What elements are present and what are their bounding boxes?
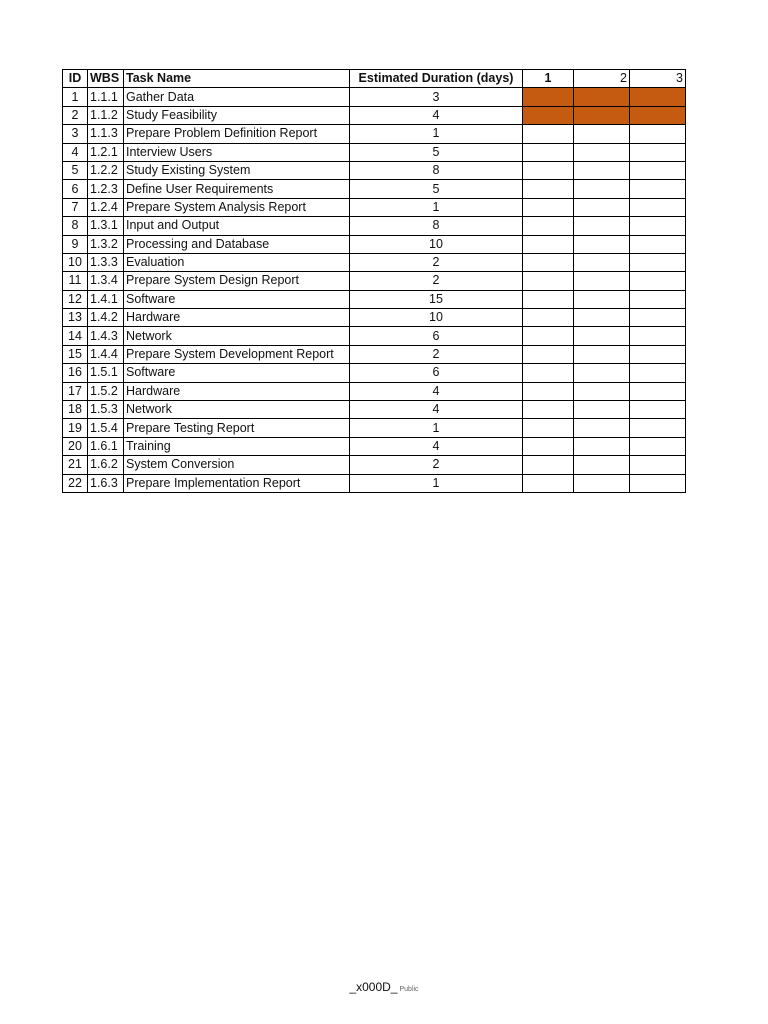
row-task-name: Processing and Database bbox=[124, 235, 350, 253]
row-task-name: Prepare System Analysis Report bbox=[124, 198, 350, 216]
gantt-table bbox=[62, 69, 686, 493]
gantt-cell-day-2 bbox=[574, 180, 630, 198]
row-task-name: Define User Requirements bbox=[124, 180, 350, 198]
gantt-cell-day-2 bbox=[574, 106, 630, 124]
row-task-name: Prepare Implementation Report bbox=[124, 474, 350, 492]
header-day-2: 2 bbox=[574, 70, 630, 88]
gantt-cell-day-1 bbox=[523, 456, 574, 474]
row-task-name: Network bbox=[124, 327, 350, 345]
table-row bbox=[63, 272, 686, 290]
gantt-cell-day-2 bbox=[574, 474, 630, 492]
gantt-cell-day-1 bbox=[523, 419, 574, 437]
row-wbs: 1.2.1 bbox=[88, 143, 124, 161]
table-row bbox=[63, 235, 686, 253]
row-wbs: 1.4.4 bbox=[88, 345, 124, 363]
gantt-cell-day-1 bbox=[523, 345, 574, 363]
gantt-cell-day-1 bbox=[523, 217, 574, 235]
table-row bbox=[63, 419, 686, 437]
table-row bbox=[63, 474, 686, 492]
header-task-name: Task Name bbox=[124, 70, 350, 88]
row-id: 22 bbox=[63, 474, 88, 492]
row-duration: 4 bbox=[350, 106, 523, 124]
row-task-name: Hardware bbox=[124, 382, 350, 400]
row-duration: 5 bbox=[350, 180, 523, 198]
gantt-cell-day-2 bbox=[574, 309, 630, 327]
gantt-cell-day-3 bbox=[630, 382, 686, 400]
gantt-cell-day-1 bbox=[523, 437, 574, 455]
row-wbs: 1.1.2 bbox=[88, 106, 124, 124]
gantt-cell-day-3 bbox=[630, 437, 686, 455]
header-day-3: 3 bbox=[630, 70, 686, 88]
row-wbs: 1.1.1 bbox=[88, 88, 124, 106]
gantt-cell-day-3 bbox=[630, 345, 686, 363]
gantt-cell-day-1 bbox=[523, 143, 574, 161]
gantt-cell-day-1 bbox=[523, 235, 574, 253]
gantt-cell-day-3 bbox=[630, 235, 686, 253]
gantt-cell-day-1 bbox=[523, 253, 574, 271]
row-wbs: 1.6.3 bbox=[88, 474, 124, 492]
row-duration: 10 bbox=[350, 235, 523, 253]
table-row bbox=[63, 217, 686, 235]
row-wbs: 1.4.1 bbox=[88, 290, 124, 308]
row-id: 11 bbox=[63, 272, 88, 290]
header-id: ID bbox=[63, 70, 88, 88]
row-duration: 10 bbox=[350, 309, 523, 327]
footer-classification-tag: Public bbox=[399, 986, 419, 993]
gantt-cell-day-2 bbox=[574, 401, 630, 419]
gantt-cell-day-3 bbox=[630, 198, 686, 216]
gantt-cell-day-3 bbox=[630, 161, 686, 179]
row-duration: 2 bbox=[350, 345, 523, 363]
table-row bbox=[63, 456, 686, 474]
row-id: 17 bbox=[63, 382, 88, 400]
row-wbs: 1.3.3 bbox=[88, 253, 124, 271]
table-row bbox=[63, 88, 686, 106]
row-task-name: Prepare System Development Report bbox=[124, 345, 350, 363]
row-task-name: System Conversion bbox=[124, 456, 350, 474]
row-duration: 1 bbox=[350, 419, 523, 437]
gantt-cell-day-1 bbox=[523, 327, 574, 345]
gantt-cell-day-1 bbox=[523, 474, 574, 492]
gantt-cell-day-1 bbox=[523, 290, 574, 308]
row-duration: 2 bbox=[350, 272, 523, 290]
gantt-cell-day-3 bbox=[630, 456, 686, 474]
row-wbs: 1.3.4 bbox=[88, 272, 124, 290]
row-id: 14 bbox=[63, 327, 88, 345]
gantt-cell-day-1 bbox=[523, 125, 574, 143]
row-task-name: Study Feasibility bbox=[124, 106, 350, 124]
gantt-cell-day-2 bbox=[574, 419, 630, 437]
gantt-cell-day-2 bbox=[574, 272, 630, 290]
row-duration: 1 bbox=[350, 474, 523, 492]
gantt-cell-day-1 bbox=[523, 88, 574, 106]
row-id: 20 bbox=[63, 437, 88, 455]
gantt-cell-day-2 bbox=[574, 290, 630, 308]
row-id: 18 bbox=[63, 401, 88, 419]
row-duration: 4 bbox=[350, 401, 523, 419]
gantt-cell-day-1 bbox=[523, 106, 574, 124]
gantt-cell-day-1 bbox=[523, 161, 574, 179]
table-body bbox=[63, 88, 686, 493]
row-duration: 2 bbox=[350, 253, 523, 271]
gantt-cell-day-3 bbox=[630, 88, 686, 106]
gantt-cell-day-1 bbox=[523, 382, 574, 400]
row-duration: 1 bbox=[350, 198, 523, 216]
row-duration: 4 bbox=[350, 382, 523, 400]
row-id: 13 bbox=[63, 309, 88, 327]
table-row bbox=[63, 180, 686, 198]
row-task-name: Network bbox=[124, 401, 350, 419]
row-wbs: 1.3.1 bbox=[88, 217, 124, 235]
row-duration: 6 bbox=[350, 364, 523, 382]
gantt-cell-day-2 bbox=[574, 456, 630, 474]
row-wbs: 1.5.3 bbox=[88, 401, 124, 419]
gantt-cell-day-2 bbox=[574, 253, 630, 271]
page-footer bbox=[0, 980, 768, 994]
gantt-cell-day-3 bbox=[630, 106, 686, 124]
row-id: 12 bbox=[63, 290, 88, 308]
row-wbs: 1.5.2 bbox=[88, 382, 124, 400]
gantt-cell-day-3 bbox=[630, 419, 686, 437]
row-task-name: Evaluation bbox=[124, 253, 350, 271]
gantt-cell-day-3 bbox=[630, 253, 686, 271]
gantt-cell-day-2 bbox=[574, 217, 630, 235]
row-task-name: Training bbox=[124, 437, 350, 455]
table-row bbox=[63, 382, 686, 400]
table-row bbox=[63, 106, 686, 124]
table-row bbox=[63, 437, 686, 455]
gantt-cell-day-2 bbox=[574, 345, 630, 363]
row-duration: 4 bbox=[350, 437, 523, 455]
row-id: 15 bbox=[63, 345, 88, 363]
header-row bbox=[63, 70, 686, 88]
gantt-cell-day-3 bbox=[630, 327, 686, 345]
table-row bbox=[63, 364, 686, 382]
gantt-cell-day-3 bbox=[630, 180, 686, 198]
table-row bbox=[63, 345, 686, 363]
row-id: 21 bbox=[63, 456, 88, 474]
row-wbs: 1.5.1 bbox=[88, 364, 124, 382]
row-task-name: Input and Output bbox=[124, 217, 350, 235]
row-task-name: Software bbox=[124, 290, 350, 308]
table-row bbox=[63, 125, 686, 143]
row-duration: 8 bbox=[350, 217, 523, 235]
header-wbs: WBS bbox=[88, 70, 124, 88]
header-duration: Estimated Duration (days) bbox=[350, 70, 523, 88]
gantt-cell-day-2 bbox=[574, 437, 630, 455]
row-id: 19 bbox=[63, 419, 88, 437]
row-duration: 8 bbox=[350, 161, 523, 179]
row-task-name: Interview Users bbox=[124, 143, 350, 161]
row-task-name: Prepare Testing Report bbox=[124, 419, 350, 437]
row-task-name: Prepare Problem Definition Report bbox=[124, 125, 350, 143]
gantt-cell-day-2 bbox=[574, 382, 630, 400]
row-id: 1 bbox=[63, 88, 88, 106]
row-wbs: 1.3.2 bbox=[88, 235, 124, 253]
row-wbs: 1.1.3 bbox=[88, 125, 124, 143]
gantt-cell-day-2 bbox=[574, 198, 630, 216]
gantt-cell-day-1 bbox=[523, 272, 574, 290]
gantt-cell-day-1 bbox=[523, 364, 574, 382]
table-row bbox=[63, 401, 686, 419]
table-row bbox=[63, 161, 686, 179]
row-task-name: Prepare System Design Report bbox=[124, 272, 350, 290]
row-duration: 3 bbox=[350, 88, 523, 106]
row-wbs: 1.2.3 bbox=[88, 180, 124, 198]
row-id: 7 bbox=[63, 198, 88, 216]
gantt-cell-day-2 bbox=[574, 327, 630, 345]
row-task-name: Study Existing System bbox=[124, 161, 350, 179]
gantt-cell-day-2 bbox=[574, 143, 630, 161]
gantt-cell-day-2 bbox=[574, 161, 630, 179]
gantt-cell-day-2 bbox=[574, 88, 630, 106]
row-task-name: Hardware bbox=[124, 309, 350, 327]
row-duration: 6 bbox=[350, 327, 523, 345]
row-duration: 5 bbox=[350, 143, 523, 161]
row-task-name: Software bbox=[124, 364, 350, 382]
header-day-1: 1 bbox=[523, 70, 574, 88]
gantt-cell-day-1 bbox=[523, 401, 574, 419]
gantt-cell-day-3 bbox=[630, 309, 686, 327]
gantt-cell-day-3 bbox=[630, 217, 686, 235]
row-id: 4 bbox=[63, 143, 88, 161]
gantt-cell-day-3 bbox=[630, 125, 686, 143]
gantt-cell-day-2 bbox=[574, 125, 630, 143]
row-wbs: 1.5.4 bbox=[88, 419, 124, 437]
gantt-cell-day-3 bbox=[630, 401, 686, 419]
gantt-cell-day-1 bbox=[523, 198, 574, 216]
row-task-name: Gather Data bbox=[124, 88, 350, 106]
row-wbs: 1.4.3 bbox=[88, 327, 124, 345]
table-row bbox=[63, 198, 686, 216]
gantt-cell-day-3 bbox=[630, 474, 686, 492]
row-id: 5 bbox=[63, 161, 88, 179]
table-row bbox=[63, 253, 686, 271]
row-id: 6 bbox=[63, 180, 88, 198]
row-id: 16 bbox=[63, 364, 88, 382]
gantt-cell-day-2 bbox=[574, 364, 630, 382]
row-duration: 1 bbox=[350, 125, 523, 143]
row-duration: 2 bbox=[350, 456, 523, 474]
row-id: 8 bbox=[63, 217, 88, 235]
gantt-cell-day-3 bbox=[630, 290, 686, 308]
table-row bbox=[63, 290, 686, 308]
table-row bbox=[63, 327, 686, 345]
gantt-cell-day-3 bbox=[630, 364, 686, 382]
row-id: 9 bbox=[63, 235, 88, 253]
row-wbs: 1.6.2 bbox=[88, 456, 124, 474]
row-duration: 15 bbox=[350, 290, 523, 308]
row-id: 3 bbox=[63, 125, 88, 143]
gantt-cell-day-2 bbox=[574, 235, 630, 253]
gantt-cell-day-1 bbox=[523, 309, 574, 327]
row-wbs: 1.2.4 bbox=[88, 198, 124, 216]
row-id: 2 bbox=[63, 106, 88, 124]
row-wbs: 1.6.1 bbox=[88, 437, 124, 455]
footer-text: _x000D_ bbox=[349, 980, 398, 994]
gantt-cell-day-3 bbox=[630, 143, 686, 161]
row-wbs: 1.4.2 bbox=[88, 309, 124, 327]
row-id: 10 bbox=[63, 253, 88, 271]
row-wbs: 1.2.2 bbox=[88, 161, 124, 179]
gantt-cell-day-3 bbox=[630, 272, 686, 290]
table-row bbox=[63, 309, 686, 327]
table-row bbox=[63, 143, 686, 161]
gantt-cell-day-1 bbox=[523, 180, 574, 198]
